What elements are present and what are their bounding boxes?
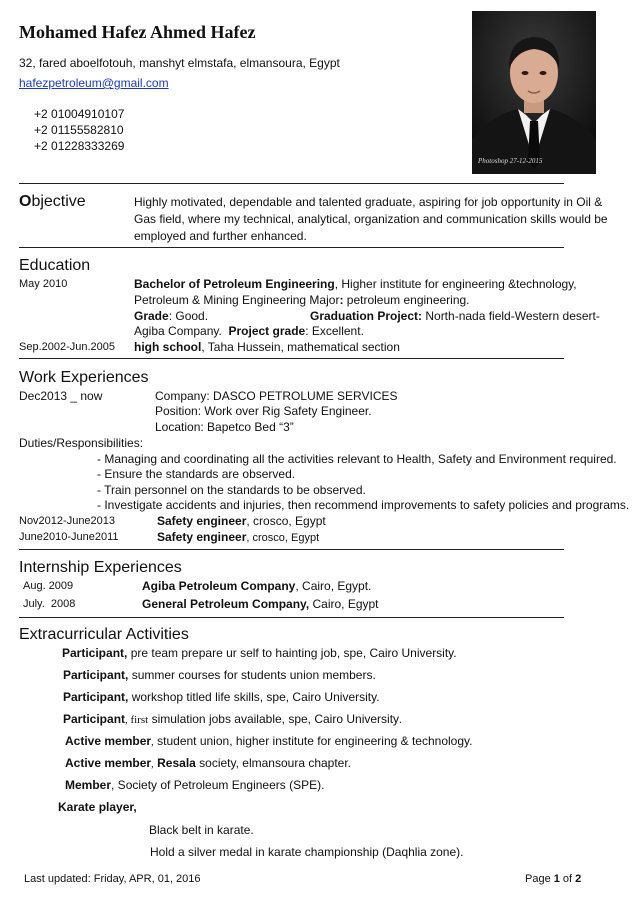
job-role: Safety engineer	[157, 530, 247, 544]
internship-line	[142, 597, 379, 611]
project-company: Agiba Company.	[134, 324, 229, 338]
profile-photo	[472, 11, 596, 174]
activity-item	[63, 712, 402, 727]
project-grade-label: Project grade	[228, 324, 306, 338]
page-indicator	[525, 873, 581, 885]
duty-item: - Investigate accidents and injuries, then recommend improvements to safety policies and programs.	[97, 498, 630, 512]
activity-role: Participant	[63, 712, 126, 726]
job-company: , crosco, Egypt	[246, 532, 320, 544]
page-label: Page	[525, 873, 554, 885]
address: 32, fared aboelfotouh, manshyt elmstafa, elmansoura, Egypt	[19, 56, 340, 70]
activity-role: Member	[65, 778, 112, 792]
activity-detail: pre team prepare ur self to hainting job, spe, Cairo University.	[127, 646, 457, 660]
page-total: 2	[575, 873, 582, 885]
project-grade-line	[134, 324, 364, 338]
education-date-1: May 2010	[19, 278, 68, 290]
divider-work	[19, 549, 564, 550]
phone-2: +2 01155582810	[34, 123, 124, 137]
job-company: , crosco, Egypt	[246, 514, 326, 528]
grade-value: : Good.	[168, 309, 209, 323]
extracurricular-heading: Extracurricular Activities	[19, 626, 189, 643]
job-date: Nov2012-June2013	[19, 515, 116, 527]
activity-qualifier: ,	[151, 758, 154, 770]
portrait-icon	[472, 11, 596, 174]
graduation-project-value: North-nada field-Western desert-	[422, 309, 600, 323]
objective-heading	[19, 193, 86, 211]
internship-heading: Internship Experiences	[19, 559, 182, 576]
activity-detail: , Society of Petroleum Engineers (SPE).	[111, 778, 325, 792]
major-colon: :	[339, 293, 344, 307]
internship-company: Agiba Petroleum Company	[142, 579, 296, 593]
degree-line	[134, 277, 577, 291]
education-date-2: Sep.2002-Jun.2005	[19, 341, 116, 353]
graduation-project-label: Graduation Project:	[310, 309, 423, 323]
activity-role: Participant,	[63, 690, 129, 704]
activity-role: Participant,	[63, 668, 129, 682]
activity-item	[65, 734, 472, 748]
internship-company: General Petroleum Company,	[142, 597, 310, 611]
internship-date: Aug. 2009	[23, 580, 74, 592]
candidate-name: Mohamed Hafez Ahmed Hafez	[19, 22, 256, 42]
degree-institute: , Higher institute for engineering &technology,	[334, 277, 577, 291]
job-line	[157, 514, 326, 528]
activity-detail: student union, higher institute for engineering & technology.	[153, 734, 473, 748]
work-date-1: Dec2013 _ now	[19, 389, 103, 403]
activity-detail: society, elmansoura chapter.	[195, 756, 352, 770]
activity-item	[63, 668, 376, 682]
divider-objective	[19, 247, 564, 248]
divider-education	[19, 358, 564, 359]
objective-heading-rest: bjective	[31, 193, 86, 210]
divider-header	[19, 183, 564, 184]
school-detail: , Taha Hussein, mathematical section	[201, 340, 400, 354]
school-line	[134, 340, 400, 354]
work-company: Company: DASCO PETROLUME SERVICES	[155, 389, 398, 403]
work-heading: Work Experiences	[19, 369, 149, 386]
activity-role: Participant,	[62, 646, 128, 660]
activity-org: Resala	[153, 756, 196, 770]
page-of: of	[559, 873, 576, 885]
job-role: Safety engineer	[157, 514, 247, 528]
graduation-project-line	[310, 309, 600, 323]
karate-item: Hold a silver medal in karate championship (Daqhlia zone).	[150, 845, 464, 859]
objective-line-1: Highly motivated, dependable and talented graduate, aspiring for job opportunity in Oil &	[134, 195, 603, 209]
objective-line-2: Gas field, where my technical, analytical, organization and communication skills would be	[134, 212, 608, 226]
duty-item: - Ensure the standards are observed.	[97, 467, 296, 481]
photo-caption: Photoshop 27-12-2015	[478, 157, 543, 165]
grade-line	[134, 309, 208, 323]
internship-place: , Cairo, Egypt.	[295, 579, 372, 593]
internship-place: Cairo, Egypt	[309, 597, 379, 611]
duties-label: Duties/Responsibilities:	[19, 436, 144, 450]
degree-title: Bachelor of Petroleum Engineering	[134, 277, 335, 291]
activity-role: Active member	[65, 734, 152, 748]
phone-3: +2 01228333269	[34, 139, 125, 153]
job-date: June2010-June2011	[19, 531, 119, 543]
duty-item: - Managing and coordinating all the activities relevant to Health, Safety and Environment required.	[97, 452, 617, 466]
activity-item	[65, 756, 351, 770]
internship-line	[142, 579, 371, 593]
divider-internship	[19, 617, 564, 618]
email-link[interactable]: hafezpetroleum@gmail.com	[19, 76, 169, 90]
major-line	[134, 293, 470, 307]
major-value: petroleum engineering.	[343, 293, 470, 307]
activity-item	[65, 778, 324, 792]
education-heading: Education	[19, 257, 91, 274]
activity-qualifier: , first	[125, 714, 149, 726]
activity-detail: workshop titled life skills, spe, Cairo University.	[128, 690, 380, 704]
page-number: 1	[553, 873, 560, 885]
phone-1: +2 01004910107	[34, 107, 125, 121]
karate-label: Karate player,	[58, 800, 137, 814]
activity-qualifier: ,	[151, 736, 154, 748]
job-line	[157, 530, 319, 544]
activity-item	[62, 646, 457, 660]
karate-item: Black belt in karate.	[149, 823, 254, 837]
objective-line-3: employed and further enhanced.	[134, 229, 307, 243]
activity-item	[63, 690, 380, 704]
activity-tail: .	[399, 712, 403, 726]
last-updated: Last updated: Friday, APR, 01, 2016	[24, 873, 201, 885]
activity-detail: summer courses for students union members.	[128, 668, 376, 682]
work-location: Location: Bapetco Bed “3”	[155, 420, 294, 434]
internship-date: July. 2008	[23, 598, 76, 610]
work-position: Position: Work over Rig Safety Engineer.	[155, 404, 372, 418]
school-label: high school	[134, 340, 202, 354]
project-grade-value: : Excellent.	[305, 324, 364, 338]
grade-label: Grade	[134, 309, 169, 323]
activity-role: Active member	[65, 756, 152, 770]
activity-detail: simulation jobs available, spe, Cairo University	[148, 712, 400, 726]
objective-heading-initial: O	[19, 193, 32, 210]
duty-item: - Train personnel on the standards to be observed.	[97, 483, 366, 497]
major-name: Petroleum & Mining Engineering Major	[134, 293, 340, 307]
